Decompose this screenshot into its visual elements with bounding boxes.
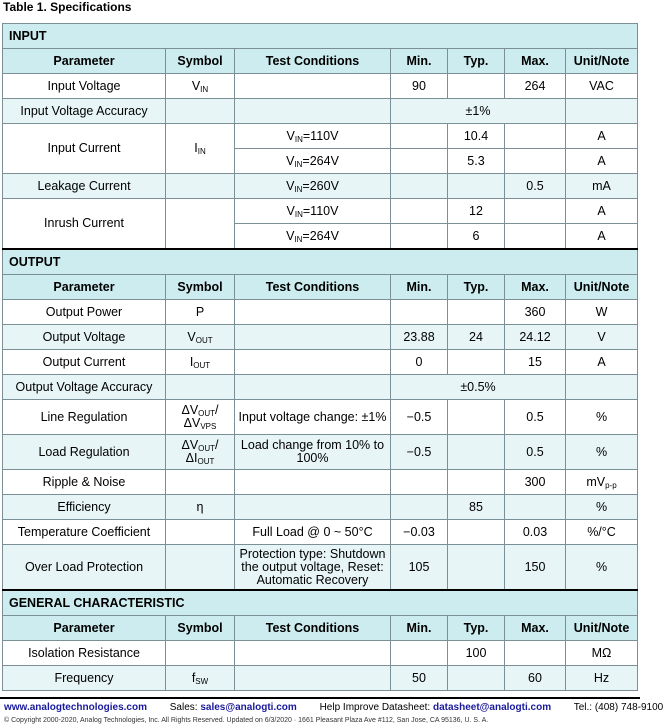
footer-divider bbox=[0, 697, 640, 699]
table-row: Over Load Protection Protection type: Shutdown the output voltage, Reset: Automatic Recovery 105 150 % bbox=[3, 545, 638, 591]
specifications-table bbox=[2, 23, 638, 691]
table-row: Output Current $I_{OUT}$ 0 15 A bbox=[3, 350, 638, 375]
table-row: Line Regulation $\Delta V_{OUT}/\Delta V_{VPS}$ Input voltage change: ±1% −0.5 0.5 % bbox=[3, 400, 638, 435]
website-link[interactable]: www.analogtechnologies.com bbox=[4, 702, 147, 713]
section-general: GENERAL CHARACTERISTIC bbox=[3, 590, 638, 616]
help-label: Help Improve Datasheet: bbox=[319, 702, 431, 713]
table-row: Input Current $I_{IN}$ $V_{IN}=110V$ 10.4 A bbox=[3, 124, 638, 149]
footer bbox=[4, 702, 663, 713]
section-input: INPUT bbox=[3, 24, 638, 49]
datasheet-email-link[interactable]: datasheet@analogti.com bbox=[432, 702, 552, 713]
header-row: Parameter Symbol Test Conditions Min. Typ. Max. Unit/Note bbox=[3, 49, 638, 74]
table-row: Load Regulation $\Delta V_{OUT}/\Delta I_{OUT}$ Load change from 10% to 100% −0.5 0.5 % bbox=[3, 435, 638, 470]
sales-label: Sales: bbox=[169, 702, 198, 713]
table-row: Efficiency η 85 % bbox=[3, 495, 638, 520]
header-row: Parameter Symbol Test Conditions Min. Typ. Max. Unit/Note bbox=[3, 616, 638, 641]
table-row: Output Voltage Accuracy ±0.5% bbox=[3, 375, 638, 400]
copyright: © Copyright 2000-2020, Analog Technologies, Inc. All Rights Reserved. Updated on 6/3/2020 · 1661 Pleasant Plaza Ave #112, San Jose, CA 95136, U. S. A. bbox=[4, 717, 489, 724]
table-row: Frequency $f_{SW}$ 50 60 Hz bbox=[3, 666, 638, 691]
table-row: Input Voltage $V_{IN}$ 90 264 VAC bbox=[3, 74, 638, 99]
table-row: Output Voltage $V_{OUT}$ 23.88 24 24.12 V bbox=[3, 325, 638, 350]
table-row: Inrush Current $V_{IN}=110V$ 12 A bbox=[3, 199, 638, 224]
table-row: Input Voltage Accuracy ±1% bbox=[3, 99, 638, 124]
table-row: Ripple & Noise 300 $mV_{p-p}$ bbox=[3, 470, 638, 495]
table-title: Table 1. Specifications bbox=[3, 0, 132, 14]
table-row: Isolation Resistance 100 MΩ bbox=[3, 641, 638, 666]
telephone: Tel.: (408) 748-9100 bbox=[573, 702, 663, 713]
table-row: $V_{IN}=264V$ 5.3 A bbox=[3, 149, 638, 174]
table-row: Temperature Coefficient Full Load @ 0 ~ 50°C −0.03 0.03 %/°C bbox=[3, 520, 638, 545]
header-row: Parameter Symbol Test Conditions Min. Typ. Max. Unit/Note bbox=[3, 275, 638, 300]
table-row: Output Power P 360 W bbox=[3, 300, 638, 325]
table-row: Leakage Current $V_{IN}=260V$ 0.5 mA bbox=[3, 174, 638, 199]
sales-email-link[interactable]: sales@analogti.com bbox=[200, 702, 297, 713]
table-row: $V_{IN}=264V$ 6 A bbox=[3, 224, 638, 250]
section-output: OUTPUT bbox=[3, 249, 638, 275]
